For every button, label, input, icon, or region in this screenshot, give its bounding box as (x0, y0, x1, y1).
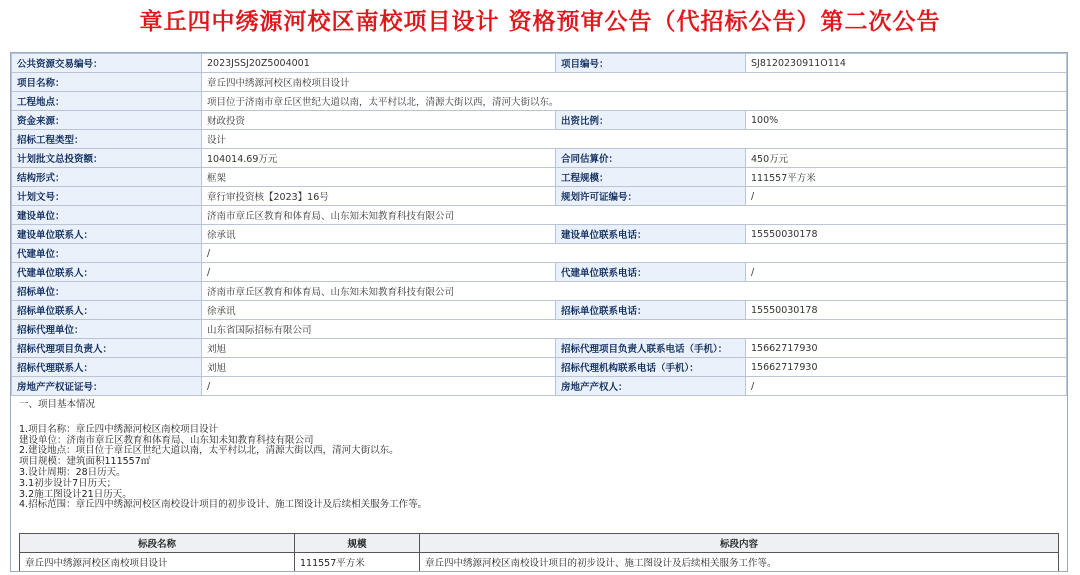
lot-header-row (20, 534, 1059, 553)
field-label: 招标单位： (12, 282, 202, 301)
field-value: 15550030178 (746, 225, 1067, 244)
info-row (12, 301, 1067, 320)
field-label: 建设单位联系人： (12, 225, 202, 244)
field-value: / (202, 377, 556, 396)
info-row (12, 149, 1067, 168)
field-value: 刘旭 (202, 358, 556, 377)
field-label: 代建单位联系人： (12, 263, 202, 282)
field-label: 招标单位联系人： (12, 301, 202, 320)
lot-content: 章丘四中绣源河校区南校设计项目的初步设计、施工图设计及后续相关服务工作等。 (420, 553, 1059, 572)
field-label: 资金来源： (12, 111, 202, 130)
field-value: 104014.69万元 (202, 149, 556, 168)
field-label: 结构形式： (12, 168, 202, 187)
field-label: 招标代理联系人： (12, 358, 202, 377)
announcement-frame (10, 52, 1068, 572)
note-line: 4.招标范围：章丘四中绣源河校区南校设计项目的初步设计、施工图设计及后续相关服务工作等。 (19, 499, 428, 511)
field-label: 招标代理项目负责人： (12, 339, 202, 358)
project-info-table (11, 53, 1067, 396)
field-value: 450万元 (746, 149, 1067, 168)
field-label: 招标代理项目负责人联系电话（手机）： (556, 339, 746, 358)
field-label: 出资比例： (556, 111, 746, 130)
field-label: 代建单位联系电话： (556, 263, 746, 282)
field-label: 招标代理单位： (12, 320, 202, 339)
field-label: 规划许可证编号： (556, 187, 746, 206)
lot-table (19, 533, 1059, 572)
field-value: 15662717930 (746, 339, 1067, 358)
section-heading: 一、项目基本情况 (19, 399, 96, 410)
field-label: 代建单位： (12, 244, 202, 263)
info-row (12, 339, 1067, 358)
note-line: 3.2施工图设计21日历天。 (19, 488, 132, 500)
note-line: 3.设计周期：28日历天。 (19, 466, 126, 478)
info-row (12, 168, 1067, 187)
field-value: 财政投资 (202, 111, 556, 130)
info-row (12, 187, 1067, 206)
note-line: 建设单位：济南市章丘区教育和体育局、山东知未知教育科技有限公司 (19, 434, 314, 446)
field-label: 计划文号： (12, 187, 202, 206)
field-label: 项目编号： (556, 54, 746, 73)
field-value: 山东省国际招标有限公司 (202, 320, 1067, 339)
page-title: 章丘四中绣源河校区南校项目设计 资格预审公告（代招标公告）第二次公告 (139, 9, 941, 35)
field-value: 设计 (202, 130, 1067, 149)
info-row (12, 92, 1067, 111)
info-row (12, 263, 1067, 282)
lot-row (20, 553, 1059, 572)
field-value: 项目位于济南市章丘区世纪大道以南，太平村以北，清源大街以西，清河大街以东。 (202, 92, 1067, 111)
field-label: 房地产产权人： (556, 377, 746, 396)
field-label: 项目名称： (12, 73, 202, 92)
lot-scale: 111557平方米 (295, 553, 420, 572)
field-value: 框架 (202, 168, 556, 187)
lot-header-name: 标段名称 (20, 534, 295, 553)
note-line: 项目规模：建筑面积111557㎡ (19, 456, 151, 468)
field-value: 徐承讯 (202, 225, 556, 244)
lot-header-content: 标段内容 (420, 534, 1059, 553)
field-label: 房地产产权证证号： (12, 377, 202, 396)
field-value: 济南市章丘区教育和体育局、山东知未知教育科技有限公司 (202, 206, 1067, 225)
field-value: SJ8120230911O114 (746, 54, 1067, 73)
lot-header-scale: 规模 (295, 534, 420, 553)
field-label: 公共资源交易编号： (12, 54, 202, 73)
info-row (12, 206, 1067, 225)
field-value: 刘旭 (202, 339, 556, 358)
note-line: 1.项目名称：章丘四中绣源河校区南校项目设计 (19, 423, 219, 435)
info-row (12, 225, 1067, 244)
field-value: 100% (746, 111, 1067, 130)
info-row (12, 377, 1067, 396)
field-label: 招标工程类型： (12, 130, 202, 149)
project-basic-info (11, 396, 1067, 511)
field-value: 111557平方米 (746, 168, 1067, 187)
field-label: 计划批文总投资额： (12, 149, 202, 168)
field-value: 济南市章丘区教育和体育局、山东知未知教育科技有限公司 (202, 282, 1067, 301)
info-row (12, 111, 1067, 130)
info-row (12, 320, 1067, 339)
field-value: 15550030178 (746, 301, 1067, 320)
field-value: / (746, 263, 1067, 282)
field-value: 徐承讯 (202, 301, 556, 320)
field-label: 工程地点： (12, 92, 202, 111)
note-line: 2.建设地点：项目位于章丘区世纪大道以南，太平村以北，清源大街以西，清河大街以东。 (19, 445, 399, 457)
lot-name: 章丘四中绣源河校区南校项目设计 (20, 553, 295, 572)
note-line: 3.1初步设计7日历天； (19, 477, 117, 489)
field-value: 2023JSSJ20Z5004001 (202, 54, 556, 73)
field-value: 15662717930 (746, 358, 1067, 377)
field-label: 招标单位联系电话： (556, 301, 746, 320)
field-value: / (746, 377, 1067, 396)
info-row (12, 244, 1067, 263)
info-row (12, 54, 1067, 73)
info-row (12, 73, 1067, 92)
info-row (12, 358, 1067, 377)
info-row (12, 282, 1067, 301)
field-label: 招标代理机构联系电话（手机）： (556, 358, 746, 377)
field-value: 章行审投资核【2023】16号 (202, 187, 556, 206)
field-label: 合同估算价： (556, 149, 746, 168)
field-label: 建设单位： (12, 206, 202, 225)
field-label: 工程规模： (556, 168, 746, 187)
info-row (12, 130, 1067, 149)
field-label: 建设单位联系电话： (556, 225, 746, 244)
field-value: / (202, 244, 1067, 263)
field-value: 章丘四中绣源河校区南校项目设计 (202, 73, 1067, 92)
field-value: / (202, 263, 556, 282)
field-value: / (746, 187, 1067, 206)
